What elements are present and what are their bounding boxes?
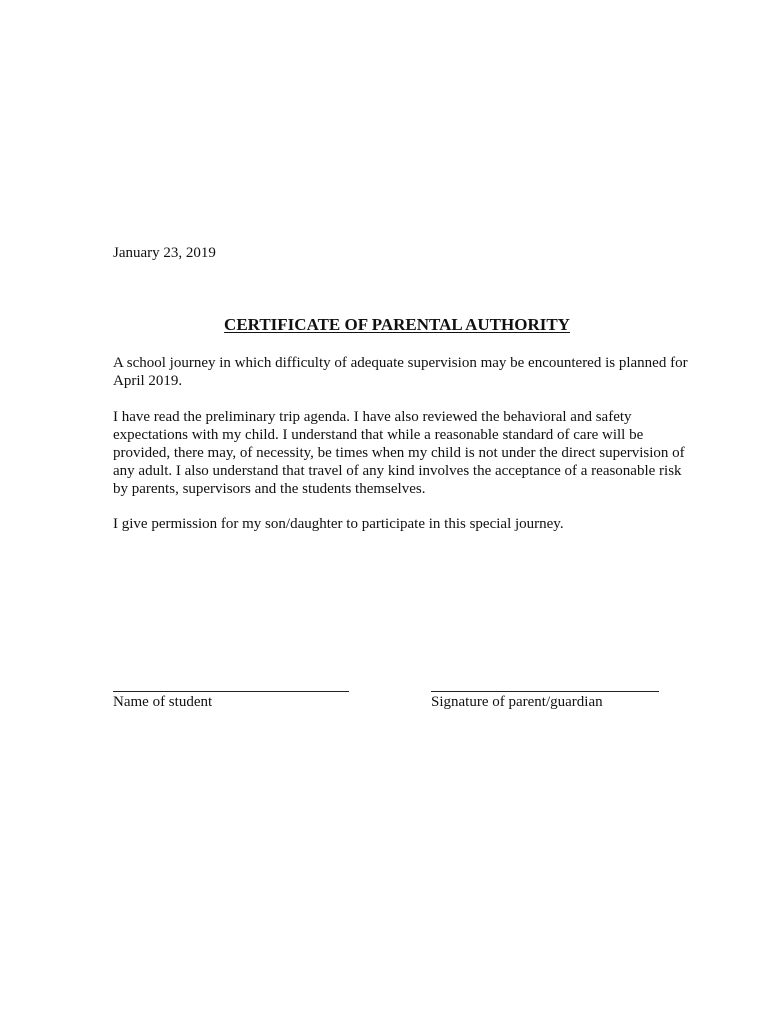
parent-signature-label: Signature of parent/guardian: [431, 694, 603, 710]
paragraph-acknowledgement: I have read the preliminary trip agenda. I have also reviewed the behavioral and safety expectations with my child. I understand that while a reasonable standard of care will be provided, there may, of necessity, be times when my child is not under the direct supervision of any adult. I also understand that travel of any kind involves the acceptance of a reasonable risk by parents, supervisors and the students themselves.: [113, 409, 685, 497]
parent-signature-block: [431, 677, 659, 711]
parent-signature-line[interactable]: [431, 677, 659, 692]
document-title: CERTIFICATE OF PARENTAL AUTHORITY: [224, 315, 570, 334]
paragraph-trip-notice: A school journey in which difficulty of adequate supervision may be encountered is planned for April 2019.: [113, 355, 688, 389]
student-name-line[interactable]: [113, 677, 349, 692]
student-name-label: Name of student: [113, 694, 213, 710]
paragraph-permission: I give permission for my son/daughter to participate in this special journey.: [113, 516, 564, 532]
student-name-block: [113, 677, 349, 711]
document-date: January 23, 2019: [113, 245, 216, 261]
